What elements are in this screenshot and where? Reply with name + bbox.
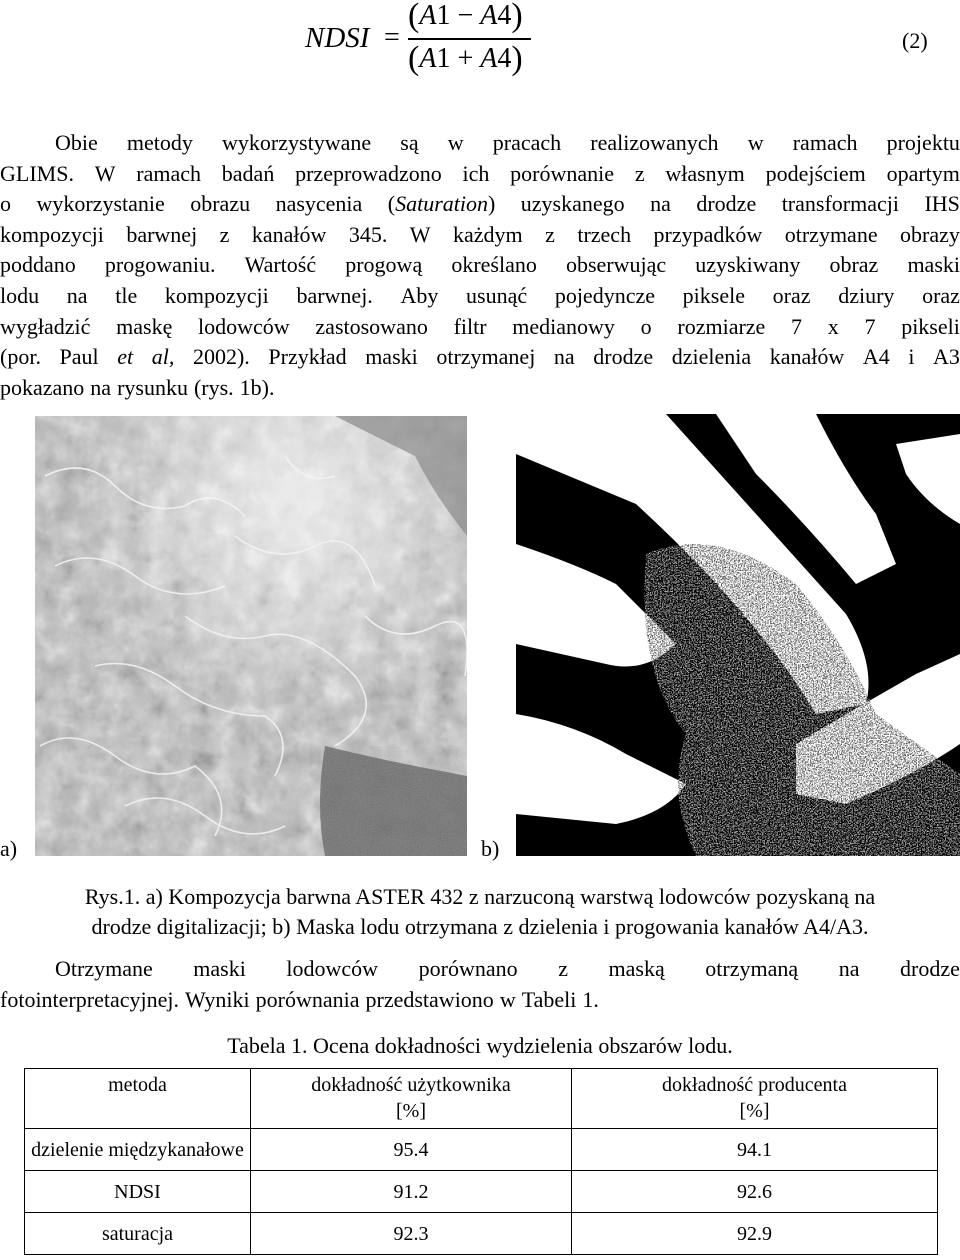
- word: otrzymaną: [705, 956, 799, 981]
- word: na: [90, 374, 112, 400]
- word: ramach: [792, 130, 858, 155]
- word: 7: [791, 313, 803, 339]
- word: realizowanych: [590, 130, 719, 155]
- word: na: [66, 282, 88, 308]
- word: pikseli: [901, 313, 960, 339]
- word: z: [558, 956, 568, 981]
- word: poddano: [0, 252, 76, 278]
- paragraph-line: [0, 342, 960, 373]
- word: własnym: [665, 160, 745, 186]
- equation-number: (2): [902, 28, 928, 53]
- cell-method: NDSI: [25, 1171, 251, 1213]
- word: o: [0, 191, 11, 217]
- cell-producer-accuracy: 92.9: [572, 1213, 938, 1255]
- word: pojedyncze: [554, 282, 655, 308]
- header-method: metoda: [25, 1069, 251, 1129]
- word: na: [553, 344, 575, 370]
- cell-user-accuracy: 91.2: [251, 1171, 572, 1213]
- word: progowaniu.: [104, 252, 216, 278]
- equation-equals-sign: =: [384, 22, 400, 53]
- word: projektu: [886, 130, 960, 155]
- equation-lhs: NDSI: [305, 22, 370, 54]
- word: W: [409, 221, 431, 247]
- cell-method: dzielenie międzykanałowe: [25, 1129, 251, 1171]
- word: W: [94, 160, 116, 186]
- word: usunąć: [466, 282, 528, 308]
- paragraph-results: [0, 954, 960, 1015]
- word: filtr: [453, 313, 487, 339]
- accuracy-table: [24, 1068, 938, 1255]
- word: opartym: [886, 160, 960, 186]
- word: A4: [862, 344, 890, 370]
- figure-a-aster-composite: [35, 416, 467, 856]
- figure-b-label: b): [481, 836, 500, 861]
- word: 2002).: [192, 344, 250, 370]
- table-row: [25, 1129, 938, 1171]
- table-title: Tabela 1. Ocena dokładności wydzielenia obszarów lodu.: [227, 1033, 733, 1058]
- paragraph-line: [0, 189, 960, 220]
- word: określano: [451, 252, 537, 278]
- word: kompozycji: [164, 282, 269, 308]
- word: podejściem: [765, 160, 866, 186]
- paragraph-line: [0, 312, 960, 343]
- word: al,: [151, 344, 175, 370]
- word: progową: [345, 252, 423, 278]
- paragraph-line: [0, 220, 960, 251]
- header-producer-accuracy: dokładność producenta [%]: [572, 1069, 938, 1129]
- word: wygładzić: [0, 313, 91, 339]
- caption-line: Rys.1. a) Kompozycja barwna ASTER 432 z narzuconą warstwą lodowców pozyskaną na: [84, 884, 876, 909]
- word: ramach: [136, 160, 202, 186]
- word: obserwując: [565, 252, 667, 278]
- word: IHS: [924, 191, 960, 217]
- word: są: [400, 130, 419, 155]
- word: rysunku: [117, 374, 188, 400]
- word: (por.: [0, 344, 41, 370]
- equation-ndsi: [300, 0, 540, 80]
- cell-method: saturacja: [25, 1213, 251, 1255]
- word: dziury: [838, 282, 895, 308]
- figure-a-label: a): [0, 836, 18, 861]
- word: Aby: [400, 282, 439, 308]
- table-row: [25, 1213, 938, 1255]
- word: przedstawiono: [365, 986, 494, 1012]
- word: w: [447, 130, 464, 155]
- word: oraz: [772, 282, 811, 308]
- equation-denominator: (A1 + A4): [408, 40, 523, 77]
- word: o: [640, 313, 652, 339]
- word: Otrzymane: [55, 956, 153, 981]
- word: i: [908, 344, 915, 370]
- word: 1b).: [239, 374, 275, 400]
- word: et: [117, 344, 134, 370]
- cell-user-accuracy: 92.3: [251, 1213, 572, 1255]
- word: badań: [221, 160, 275, 186]
- word: Obie: [55, 130, 98, 155]
- word: drodze: [900, 956, 960, 981]
- word: porównania: [255, 986, 360, 1012]
- word: piksele: [682, 282, 745, 308]
- word: rozmiarze: [677, 313, 766, 339]
- word: oraz: [922, 282, 960, 308]
- word: kompozycji: [0, 221, 104, 247]
- word: 7: [864, 313, 876, 339]
- word: (Saturation): [387, 191, 496, 217]
- word: otrzymane: [784, 221, 878, 247]
- word: obrazu: [190, 191, 251, 217]
- cell-producer-accuracy: 94.1: [572, 1129, 938, 1171]
- word: drodze: [593, 344, 654, 370]
- word: na: [838, 956, 860, 981]
- word: 1.: [582, 986, 599, 1012]
- paragraph-line: [0, 985, 960, 1016]
- word: lodu: [0, 282, 40, 308]
- word: kanałów: [769, 344, 845, 370]
- word: maski: [365, 344, 418, 370]
- word: dzielenia: [671, 344, 752, 370]
- paragraph-line: [0, 954, 960, 985]
- word: drodze: [696, 191, 757, 217]
- equation-numerator: (A1 − A4): [408, 0, 523, 34]
- word: przeprowadzono: [295, 160, 442, 186]
- word: nasycenia: [275, 191, 363, 217]
- word: wykorzystywane: [222, 130, 372, 155]
- table-header-row: [25, 1069, 938, 1129]
- paragraph-line: [0, 373, 960, 404]
- word: barwnej.: [296, 282, 373, 308]
- word: na: [650, 191, 671, 217]
- word: porównano: [418, 956, 518, 981]
- word: Wyniki: [184, 986, 250, 1012]
- figure-caption: [0, 882, 960, 942]
- word: A3: [933, 344, 960, 370]
- word: barwnej: [126, 221, 198, 247]
- word: pracach: [492, 130, 562, 155]
- word: zastosowano: [315, 313, 428, 339]
- word: maskę: [116, 313, 173, 339]
- word: x: [827, 313, 839, 339]
- word: 345.: [348, 221, 388, 247]
- paragraph-line: [0, 281, 960, 312]
- word: maski: [193, 956, 246, 981]
- word: z: [545, 221, 555, 247]
- word: trzech: [577, 221, 632, 247]
- paragraph-line: [0, 128, 960, 159]
- header-user-accuracy: dokładność użytkownika [%]: [251, 1069, 572, 1129]
- word: maski: [907, 252, 960, 278]
- paragraph-line: [0, 159, 960, 190]
- word: medianowy: [512, 313, 615, 339]
- cell-producer-accuracy: 92.6: [572, 1171, 938, 1213]
- word: wykorzystanie: [36, 191, 165, 217]
- word: tle: [115, 282, 138, 308]
- word: z: [634, 160, 645, 186]
- table-row: [25, 1171, 938, 1213]
- word: GLIMS.: [0, 160, 74, 186]
- figure-b-ice-mask: [516, 414, 960, 856]
- word: ich: [462, 160, 490, 186]
- word: porównanie: [510, 160, 615, 186]
- word: Przykład: [268, 344, 347, 370]
- word: lodowców: [286, 956, 379, 981]
- word: obrazy: [900, 221, 960, 247]
- word: fotointerpretacyjnej.: [0, 986, 179, 1012]
- word: w: [747, 130, 764, 155]
- word: kanałów: [251, 221, 327, 247]
- word: Paul: [59, 344, 99, 370]
- cell-user-accuracy: 95.4: [251, 1129, 572, 1171]
- word: z: [219, 221, 230, 247]
- word: w: [499, 986, 516, 1012]
- word: maską: [608, 956, 665, 981]
- word: każdym: [453, 221, 523, 247]
- word: Tabeli: [521, 986, 577, 1012]
- word: transformacji: [781, 191, 899, 217]
- word: obraz: [829, 252, 879, 278]
- word: uzyskanego: [520, 191, 625, 217]
- word: Wartość: [244, 252, 317, 278]
- word: metody: [126, 130, 193, 155]
- caption-line: drodze digitalizacji; b) Maska lodu otrzymana z dzielenia i progowania kanałów A4/A3.: [91, 914, 869, 939]
- word: pokazano: [0, 374, 85, 400]
- paragraph-line: [0, 250, 960, 281]
- paragraph-methods: [0, 128, 960, 403]
- word: lodowców: [198, 313, 290, 339]
- word: otrzymanej: [436, 344, 536, 370]
- word: (rys.: [193, 374, 234, 400]
- word: uzyskiwany: [695, 252, 801, 278]
- word: przypadków: [653, 221, 763, 247]
